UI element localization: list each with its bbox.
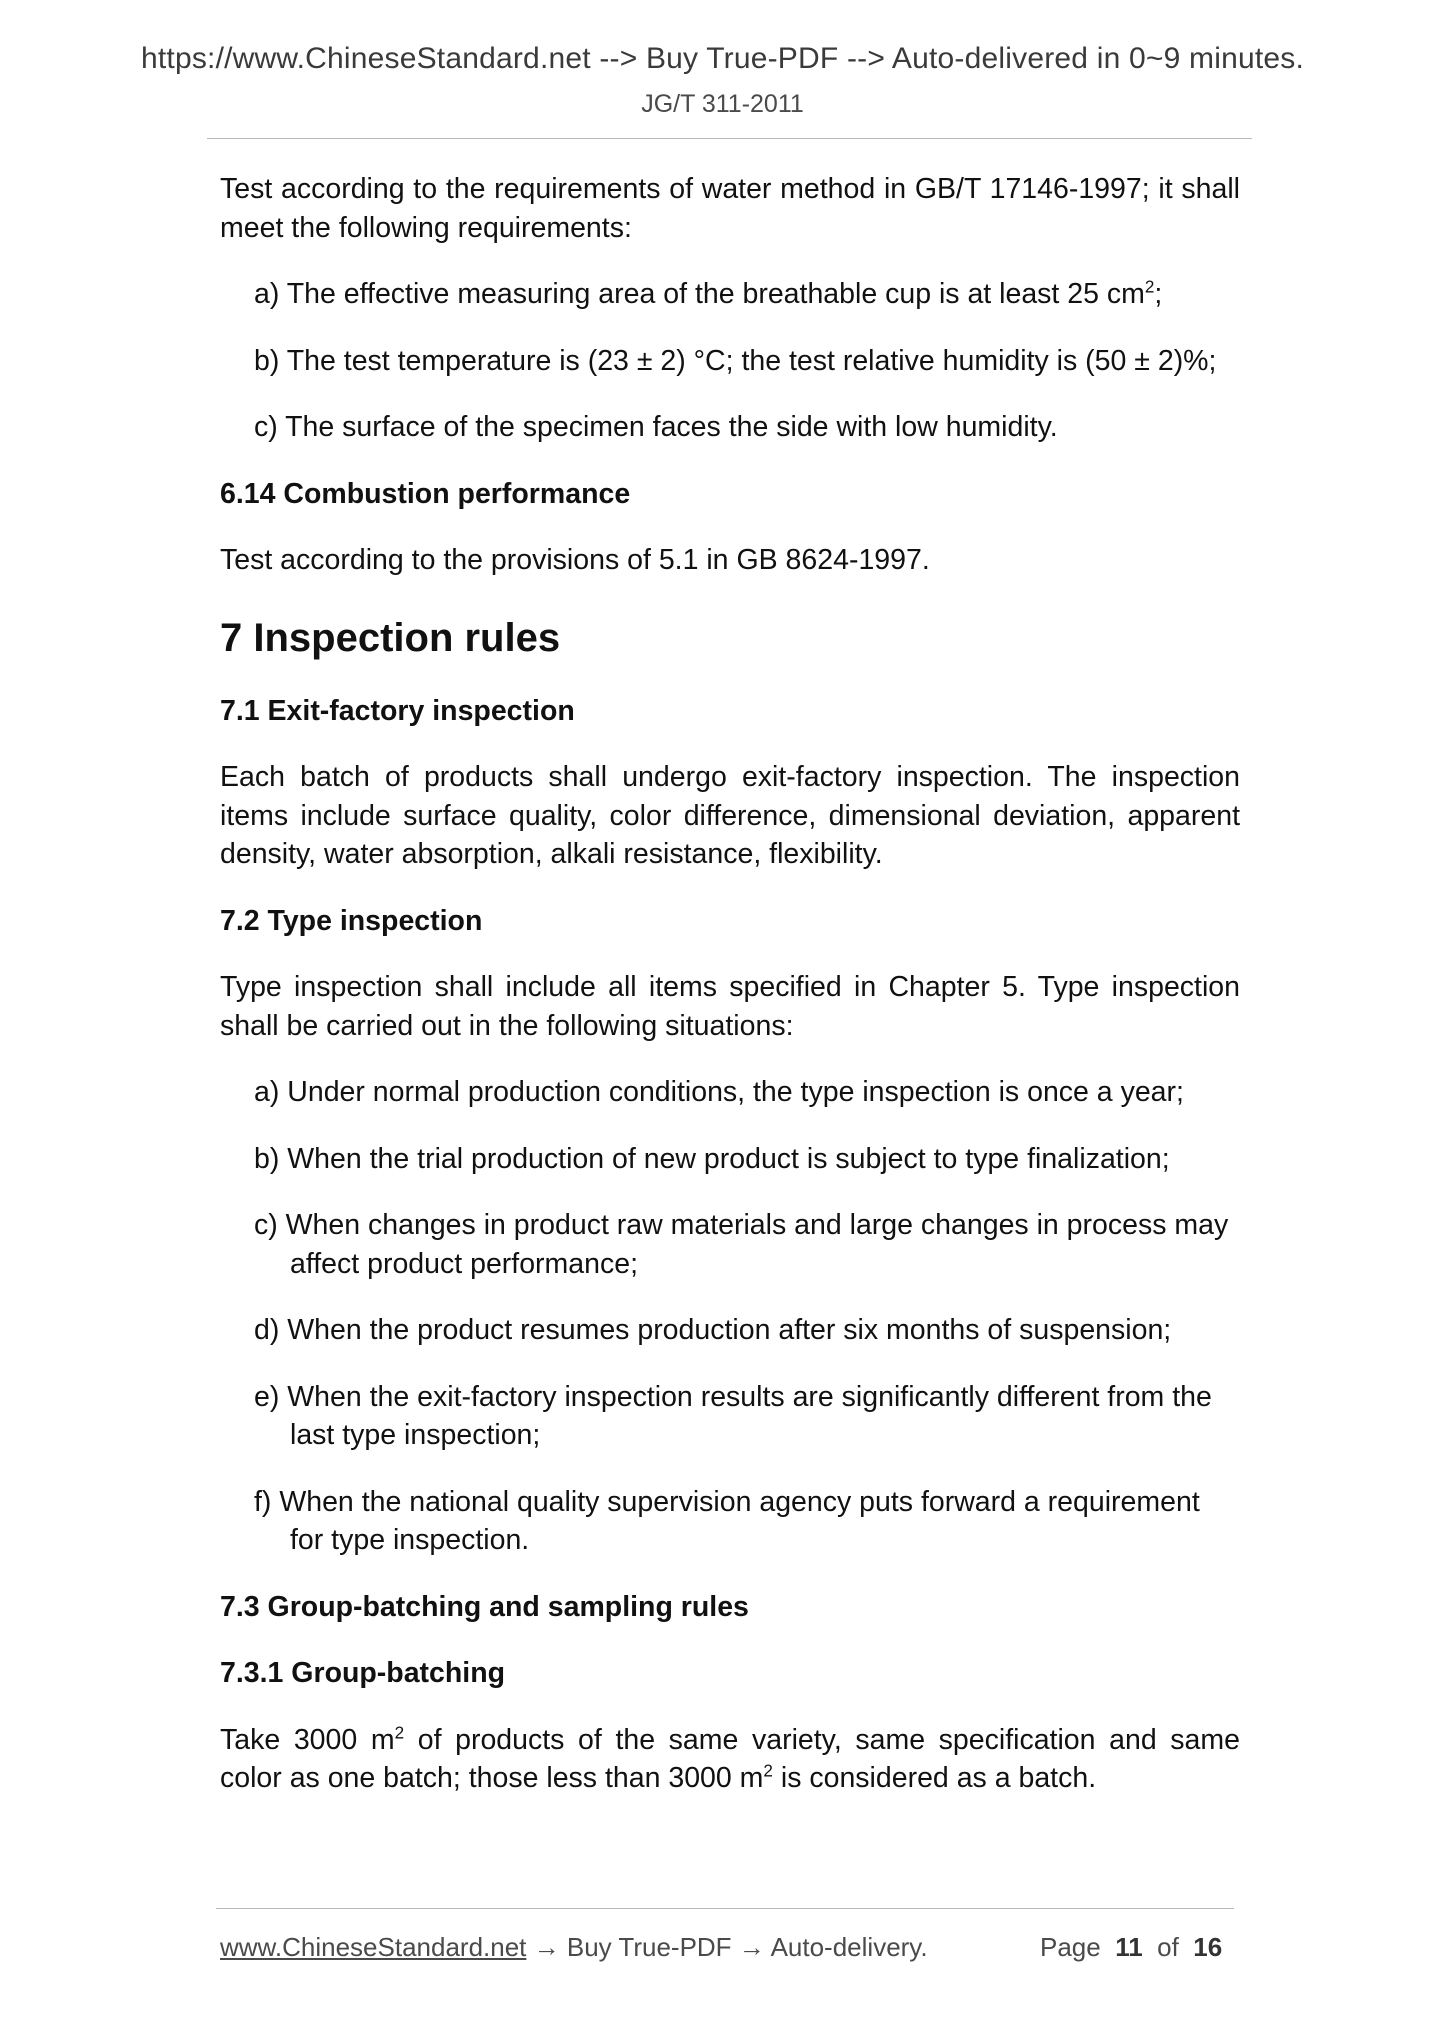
source-url-banner: https://www.ChineseStandard.net --> Buy True-PDF --> Auto-delivered in 0~9 minutes. bbox=[141, 42, 1304, 75]
total-pages: 16 bbox=[1193, 1932, 1223, 1962]
section-heading-7-3: 7.3 Group-batching and sampling rules bbox=[220, 1590, 749, 1623]
batch-text-part2: of products of the same variety, same specification and same color as one batch; those less than 3000 m bbox=[220, 1723, 1240, 1794]
superscript: 2 bbox=[763, 1761, 773, 1781]
batch-text-part1: Take 3000 m bbox=[220, 1723, 395, 1756]
type-item-b: b) When the trial production of new product is subject to type finalization; bbox=[254, 1142, 1170, 1175]
footer-tagline-text: → Buy True-PDF → Auto-delivery. bbox=[526, 1932, 928, 1962]
page-content bbox=[220, 170, 1240, 1798]
section-heading-7-1: 7.1 Exit-factory inspection bbox=[220, 694, 575, 727]
chapter-heading-7: 7 Inspection rules bbox=[220, 615, 561, 660]
section-heading-6-14: 6.14 Combustion performance bbox=[220, 477, 631, 510]
superscript: 2 bbox=[1144, 277, 1155, 297]
footer-divider bbox=[216, 1908, 1234, 1909]
type-item-d: d) When the product resumes production after six months of suspension; bbox=[254, 1314, 1172, 1346]
page-indicator bbox=[1040, 1932, 1222, 1963]
header-divider bbox=[207, 138, 1252, 139]
section-6-14-text: Test according to the provisions of 5.1 in GB 8624-1997. bbox=[220, 544, 930, 576]
intro-paragraph: Test according to the requirements of water method in GB/T 17146-1997; it shall meet the following requirements: bbox=[220, 173, 1240, 244]
section-heading-7-2: 7.2 Type inspection bbox=[220, 904, 483, 937]
footer-tagline bbox=[220, 1932, 928, 1963]
requirement-c: c) The surface of the specimen faces the side with low humidity. bbox=[254, 411, 1058, 443]
section-heading-7-3-1: 7.3.1 Group-batching bbox=[220, 1657, 506, 1689]
requirement-a bbox=[220, 275, 1240, 314]
type-item-c: c) When changes in product raw materials and large changes in process may affect product performance; bbox=[254, 1209, 1229, 1280]
of-label: of bbox=[1157, 1932, 1179, 1962]
requirement-b: b) The test temperature is (23 ± 2) °C; the test relative humidity is (50 ± 2)%; bbox=[254, 344, 1217, 377]
section-7-1-text: Each batch of products shall undergo exit-factory inspection. The inspection items include surface quality, color difference, dimensional deviation, apparent density, water absorption, alkali resistance, flexibility. bbox=[220, 761, 1240, 870]
document-code: JG/T 311-2011 bbox=[641, 90, 804, 118]
group-batching-text bbox=[220, 1721, 1240, 1798]
section-7-2-text: Type inspection shall include all items specified in Chapter 5. Type inspection shall be carried out in the following situations: bbox=[220, 971, 1240, 1042]
requirement-a-text: a) The effective measuring area of the breathable cup is at least 25 cm bbox=[254, 278, 1145, 310]
type-item-e: e) When the exit-factory inspection results are significantly different from the last type inspection; bbox=[254, 1380, 1212, 1451]
type-item-f: f) When the national quality supervision agency puts forward a requirement for type inspection. bbox=[254, 1485, 1200, 1556]
page-label: Page bbox=[1040, 1932, 1101, 1962]
requirement-a-end: ; bbox=[1154, 278, 1163, 310]
batch-text-part3: is considered as a batch. bbox=[772, 1762, 1097, 1794]
type-item-a: a) Under normal production conditions, the type inspection is once a year; bbox=[254, 1076, 1184, 1108]
page-number: 11 bbox=[1115, 1932, 1143, 1962]
superscript: 2 bbox=[394, 1723, 405, 1742]
footer-website-link[interactable]: www.ChineseStandard.net bbox=[220, 1932, 527, 1962]
